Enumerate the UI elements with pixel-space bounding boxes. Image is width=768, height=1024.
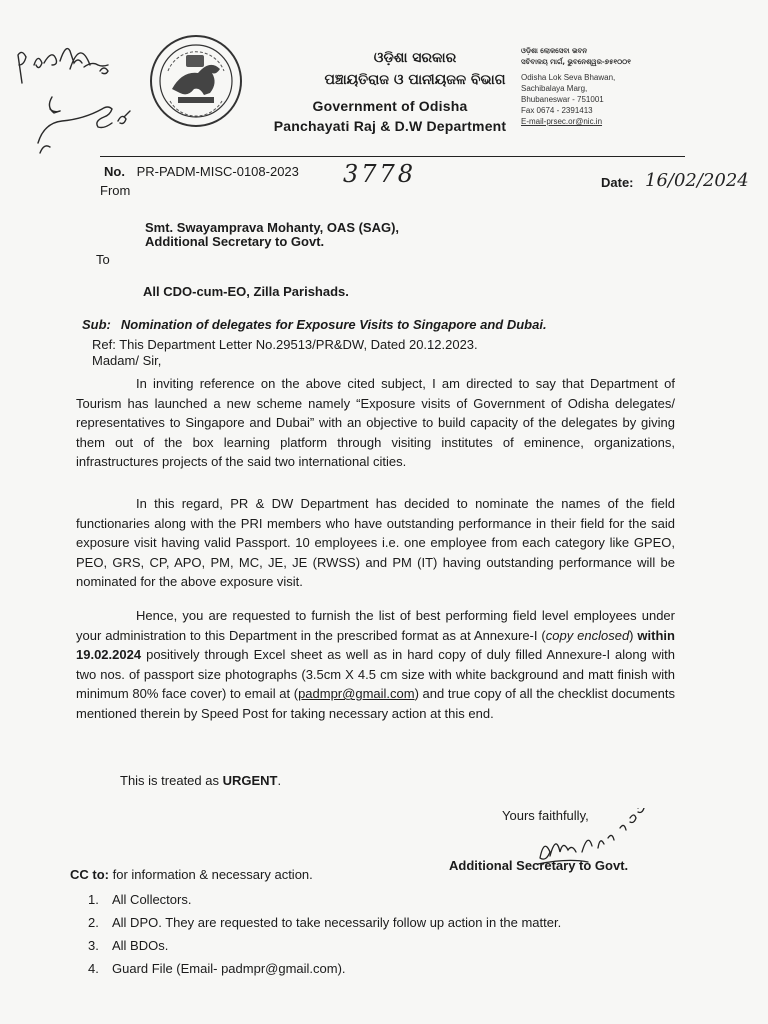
address-line-2: Sachibalaya Marg,: [521, 84, 588, 93]
govt-name: Government of Odisha: [312, 98, 468, 114]
letterhead-divider: [100, 156, 685, 157]
odia-govt-line: ଓଡ଼ିଶା ସରକାର: [373, 50, 457, 66]
reference-line: Ref: This Department Letter No.29513/PR&DW, Dated 20.12.2023.: [92, 337, 478, 352]
paragraph-3-email: padmpr@gmail.com: [298, 686, 415, 701]
cc-item-text: All Collectors.: [112, 892, 192, 907]
handwritten-dispatch-number: 3778: [343, 160, 417, 188]
sender-name: Smt. Swayamprava Mohanty, OAS (SAG),: [145, 220, 400, 235]
subject-line: [82, 317, 547, 332]
margin-handwritten-notes: [0, 25, 160, 165]
paragraph-3-part-a: Hence, you are requested to furnish the list of best performing field level employees under your administration to this Department in the prescribed format as at Annexure-I (: [76, 608, 675, 643]
cc-line: [70, 867, 313, 883]
urgent-word: URGENT: [222, 773, 278, 788]
signatory-designation: Additional Secretary to Govt.: [449, 858, 629, 873]
letter-number-value: PR-PADM-MISC-0108-2023: [136, 164, 299, 179]
to-label: To: [96, 252, 110, 267]
urgent-prefix: This is treated as: [120, 773, 223, 788]
paragraph-3-part-d: ) and true copy of all the checklist documents mentioned therein by Speed Post for taking necessary action at this end.: [76, 686, 676, 721]
emblem-icon: [152, 37, 240, 125]
from-label: From: [100, 183, 131, 198]
address-line-3: Bhubaneswar - 751001: [521, 95, 604, 104]
paragraph-1-text: In inviting reference on the above cited subject, I am directed to say that Department of Tourism has launched a new scheme namely “Exposure visits of Government of Odisha delegates/ representatives to Singapore and Dubai” with an objective to build capacity of the delegates by giving them out of the box learning platform through visiting institutes of eminence, organizations, infrastructures projects of the said two international cities.: [76, 376, 675, 469]
address-line-1: Odisha Lok Seva Bhawan,: [521, 73, 616, 82]
paragraph-3-part-c: positively through Excel sheet as well as in hard copy of duly filled Annexure-I along with two nos. of passport size photographs (3.5cm X 4.5 cm size with white background and matt finish with minimum 80% face cover) to email at (: [76, 647, 675, 701]
subject-label: Sub:: [82, 317, 111, 332]
cc-item: [88, 911, 561, 934]
cc-label: CC to:: [70, 867, 109, 882]
cc-list: [88, 888, 561, 980]
cc-item: [88, 957, 561, 980]
paragraph-3-part-b: ): [629, 627, 638, 643]
cc-item-number: 1.: [88, 892, 99, 907]
paragraph-3-copy-enclosed: copy enclosed: [545, 627, 630, 643]
odisha-emblem-seal: [150, 35, 242, 127]
cc-item: [88, 888, 561, 911]
cc-item-number: 3.: [88, 938, 99, 953]
paragraph-2-text: In this regard, PR & DW Department has decided to nominate the names of the field functionaries along with the PRI members who have outstanding performance in their field for the said exposure visit having valid Passport. 10 employees i.e. one employee from each category like GPEO, PEO, GRS, CP, APO, PM, MC, JE, JE (RWSS) and PM (IT) having outstanding performance will be nominated for the above exposure visit.: [76, 496, 675, 589]
cc-item-number: 2.: [88, 915, 99, 930]
address-odia-1: ଓଡ଼ିଶା ଲୋକସେବା ଭବନ: [521, 47, 588, 55]
odia-dept-line: ପଞ୍ଚାୟତିରାଜ ଓ ପାନୀୟଜଳ ବିଭାଗ: [324, 72, 506, 88]
body-paragraph-2: [76, 494, 675, 592]
recipient-name: All CDO-cum-EO, Zilla Parishads.: [143, 284, 349, 299]
department-name: Panchayati Raj & D.W Department: [273, 118, 507, 134]
fax-number: Fax 0674 - 2391413: [521, 106, 593, 115]
body-paragraph-3: [76, 606, 675, 723]
body-paragraph-1: [76, 374, 675, 472]
cc-item-number: 4.: [88, 961, 99, 976]
cc-item-text: All BDOs.: [112, 938, 169, 953]
letterhead-english-title: [270, 96, 510, 136]
address-odia-2: ସଚିବାଳୟ ମାର୍ଗ, ଭୁବନେଶ୍ୱର-୭୫୧୦୦୧: [521, 58, 631, 66]
subject-text: Nomination of delegates for Exposure Visits to Singapore and Dubai.: [120, 317, 547, 332]
cc-purpose: for information & necessary action.: [109, 867, 313, 882]
salutation: Madam/ Sir,: [92, 353, 162, 368]
cc-item-text: All DPO. They are requested to take necessarily follow up action in the matter.: [112, 915, 562, 930]
date-label: Date:: [601, 175, 634, 190]
closing-phrase: Yours faithfully,: [502, 808, 589, 823]
date-value: 16/02/2024: [645, 170, 749, 191]
letter-number: [104, 164, 299, 179]
department-email: E-mail-prsec.or@nic.in: [521, 117, 603, 126]
urgent-note: [120, 773, 281, 789]
urgent-suffix: .: [277, 773, 282, 788]
cc-item-text: Guard File (Email- padmpr@gmail.com).: [112, 961, 346, 976]
letter-number-label: No.: [104, 164, 125, 179]
paragraph-3-deadline: within 19.02.2024: [76, 627, 675, 662]
letterhead-odia-title: [300, 47, 530, 91]
cc-item: [88, 934, 561, 957]
sender-designation: Additional Secretary to Govt.: [145, 234, 325, 249]
letterhead-address: [521, 46, 671, 127]
